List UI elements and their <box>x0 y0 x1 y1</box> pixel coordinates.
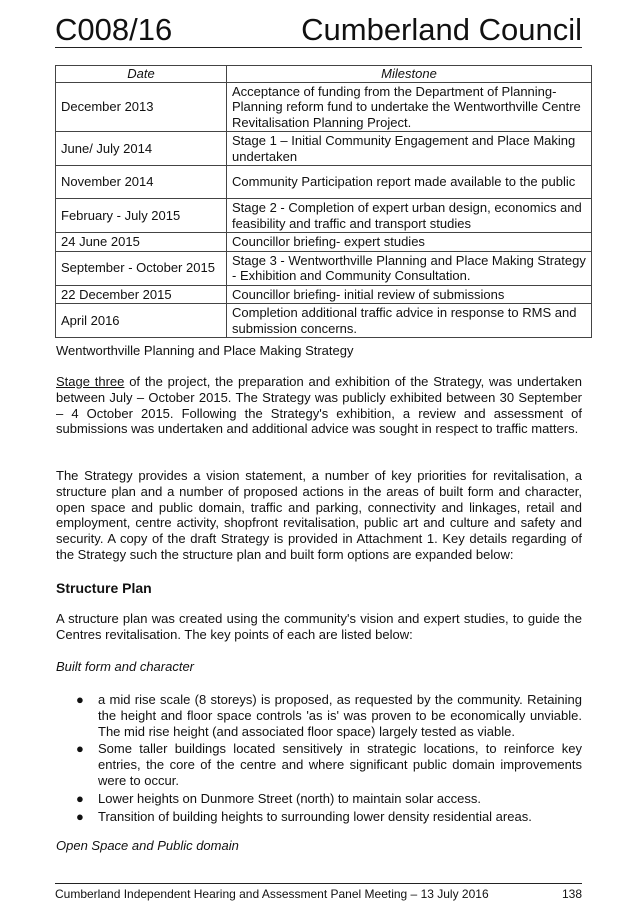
bullet-icon: ● <box>76 808 84 824</box>
row-milestone: Stage 3 - Wentworthville Planning and Place Making Strategy - Exhibition and Community Consultation. <box>227 251 592 285</box>
stage-three-link-text: Stage three <box>56 374 125 389</box>
bullet-icon: ● <box>76 692 84 707</box>
structure-plan-paragraph: A structure plan was created using the community's vision and expert studies, to guide the Centres revitalisation. The key points of each are listed below: <box>56 611 582 642</box>
table-row <box>56 285 592 304</box>
row-milestone: Councillor briefing- expert studies <box>227 233 592 252</box>
open-space-subheading: Open Space and Public domain <box>56 838 239 853</box>
list-item: ● Transition of building heights to surrounding lower density residential areas. <box>76 808 532 824</box>
row-milestone: Stage 1 – Initial Community Engagement and Place Making undertaken <box>227 132 592 166</box>
row-milestone: Councillor briefing- initial review of submissions <box>227 285 592 304</box>
section-title: Wentworthville Planning and Place Making Strategy <box>56 343 354 358</box>
page-number: 138 <box>561 887 582 901</box>
row-milestone: Stage 2 - Completion of expert urban design, economics and feasibility and traffic and transport studies <box>227 199 592 233</box>
list-item: ● Lower heights on Dunmore Street (north) to maintain solar access. <box>76 790 481 806</box>
built-form-list <box>56 692 582 826</box>
page-header <box>55 8 582 48</box>
row-date: September - October 2015 <box>56 251 227 285</box>
stage-three-paragraph <box>56 374 582 437</box>
header-divider <box>55 47 582 48</box>
footer-meeting-text: Cumberland Independent Hearing and Assessment Panel Meeting – 13 July 2016 <box>55 887 489 901</box>
table-row <box>56 199 592 233</box>
footer-divider <box>55 883 582 884</box>
table-row <box>56 132 592 166</box>
row-date: April 2016 <box>56 304 227 338</box>
milestone-table <box>55 65 592 338</box>
row-date: February - July 2015 <box>56 199 227 233</box>
table-header-row <box>56 66 592 83</box>
table-row <box>56 233 592 252</box>
row-milestone: Community Participation report made available to the public <box>227 166 592 199</box>
bullet-icon: ● <box>76 741 84 757</box>
row-date: December 2013 <box>56 82 227 132</box>
row-date: June/ July 2014 <box>56 132 227 166</box>
built-form-subheading: Built form and character <box>56 659 195 674</box>
list-item: ● Some taller buildings located sensitively in strategic locations, to reinforce key entries, the core of the centre and where significant public domain improvements were to occur. <box>76 741 582 788</box>
table-row <box>56 82 592 132</box>
list-item: ● a mid rise scale (8 storeys) is proposed, as requested by the community. Retaining the height and floor space controls 'as is' was proven to be economically unviable. The mid rise height (and associated floor space) largely tested as viable. <box>76 692 582 739</box>
structure-plan-heading: Structure Plan <box>56 580 152 596</box>
strategy-paragraph: The Strategy provides a vision statement, a number of key priorities for revitalisation, a structure plan and a number of proposed actions in the areas of built form and character, open space and public domain, traffic and parking, connectivity and linkages, retail and employment, centre activity, shopfront revitalisation, public art and culture and safety and security. A copy of the draft Strategy is provided in Attachment 1. Key details regarding of the Strategy such the structure plan and built form options are expanded below: <box>56 468 582 562</box>
council-name: Cumberland Council <box>301 12 582 47</box>
stage-three-paragraph-text: of the project, the preparation and exhibition of the Strategy, was undertaken between July – October 2015. The Strategy was publicly exhibited between 30 September – 4 October 2015. Following the Strategy's exhibition, a review and assessment of submissions was undertaken and additional advice was sought in respect to traffic matters. <box>56 374 582 437</box>
row-date: November 2014 <box>56 166 227 199</box>
milestone-column-header: Milestone <box>227 66 592 83</box>
table-row <box>56 166 592 199</box>
date-column-header: Date <box>56 66 227 83</box>
table-row <box>56 251 592 285</box>
report-code: C008/16 <box>55 12 173 47</box>
table-row <box>56 304 592 338</box>
bullet-icon: ● <box>76 790 84 806</box>
row-date: 24 June 2015 <box>56 233 227 252</box>
row-milestone: Completion additional traffic advice in response to RMS and submission concerns. <box>227 304 592 338</box>
row-date: 22 December 2015 <box>56 285 227 304</box>
row-milestone: Acceptance of funding from the Department of Planning- Planning reform fund to undertake the Wentworthville Centre Revitalisation Planning Project. <box>227 82 592 132</box>
